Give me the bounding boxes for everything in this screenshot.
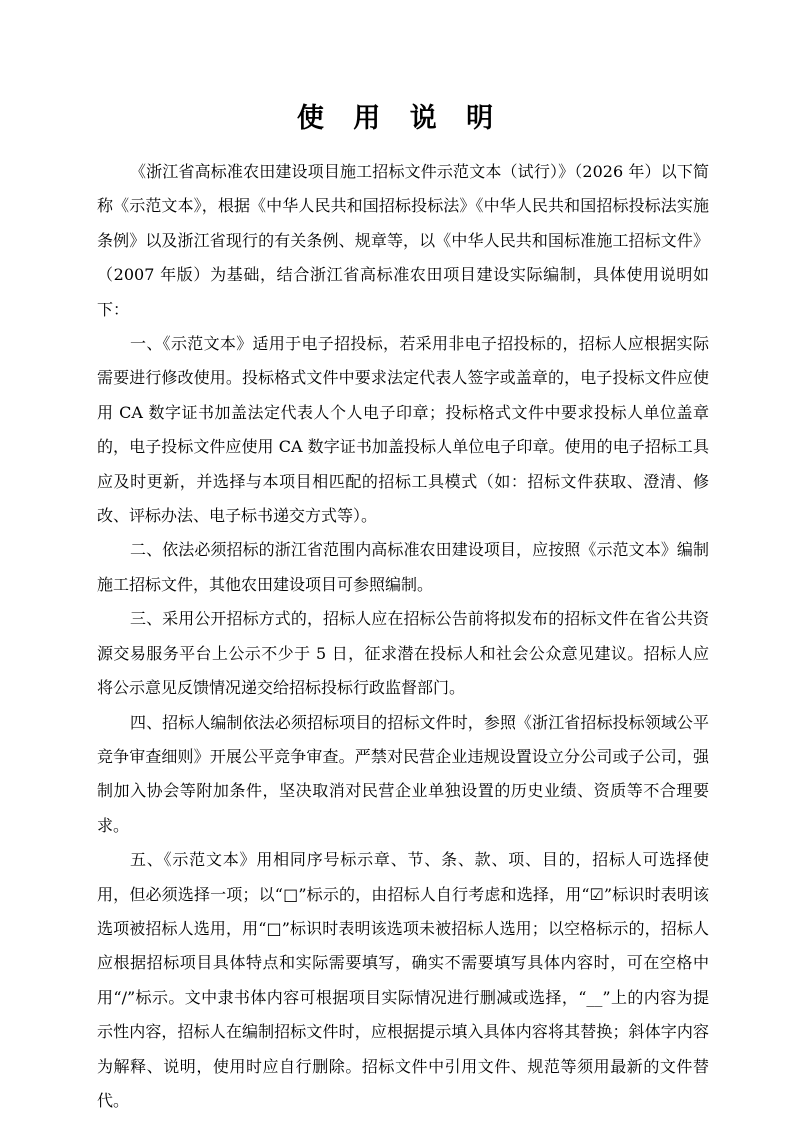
page-title: 使 用 说 明 — [296, 103, 504, 134]
clause-4-paragraph: 四、招标人编制依法必须招标项目的招标文件时，参照《浙江省招标投标领域公平竞争审查细则》开展公平竞争审查。严禁对民营企业违规设置设立分公司或子公司，强制加入协会等附加条件，坚决取消对民营企业单独设置的历史业绩、资质等不合理要求。 — [97, 712, 709, 835]
document-body — [97, 155, 709, 1118]
clause-5-paragraph: 五、《示范文本》用相同序号标示章、节、条、款、项、目的，招标人可选择使用，但必须选择一项；以“□”标示的，由招标人自行考虑和选择，用“☑”标识时表明该选项被招标人选用，用“□”标识时表明该选项未被招标人选用；以空格标示的，招标人应根据招标项目具体特点和实际需要填写，确实不需要填写具体内容时，可在空格中用“/”标示。文中隶书体内容可根据项目实际情况进行删减或选择，“__”上的内容为提示性内容，招标人在编制招标文件时，应根据提示填入具体内容将其替换；斜体字内容为解释、说明，使用时应自行删除。招标文件中引用文件、规范等须用最新的文件替代。 — [97, 850, 709, 1110]
intro-paragraph: 《浙江省高标准农田建设项目施工招标文件示范文本（试行）》（2026 年）以下简称《示范文本》，根据《中华人民共和国招标投标法》《中华人民共和国招标投标法实施条例》以及浙江省现行的有关条例、规章等，以《中华人民共和国标准施工招标文件》（2007 年版）为基础，结合浙江省高标准农田项目建设实际编制，具体使用说明如下： — [97, 162, 709, 319]
clause-3-paragraph: 三、采用公开招标方式的，招标人应在招标公告前将拟发布的招标文件在省公共资源交易服务平台上公示不少于 5 日，征求潜在投标人和社会公众意见建议。招标人应将公示意见反馈情况递交给招标投标行政监督部门。 — [97, 609, 709, 698]
clause-1-paragraph: 一、《示范文本》适用于电子招投标，若采用非电子招投标的，招标人应根据实际需要进行修改使用。投标格式文件中要求法定代表人签字或盖章的，电子投标文件应使用 CA 数字证书加盖法定代表人个人电子印章；投标格式文件中要求投标人单位盖章的，电子投标文件应使用 CA 数字证书加盖投标人单位电子印章。使用的电子招标工具应及时更新，并选择与本项目相匹配的招标工具模式（如：招标文件获取、澄清、修改、评标办法、电子标书递交方式等）。 — [97, 334, 709, 526]
clause-2-paragraph: 二、依法必须招标的浙江省范围内高标准农田建设项目，应按照《示范文本》编制施工招标文件，其他农田建设项目可参照编制。 — [97, 540, 709, 594]
